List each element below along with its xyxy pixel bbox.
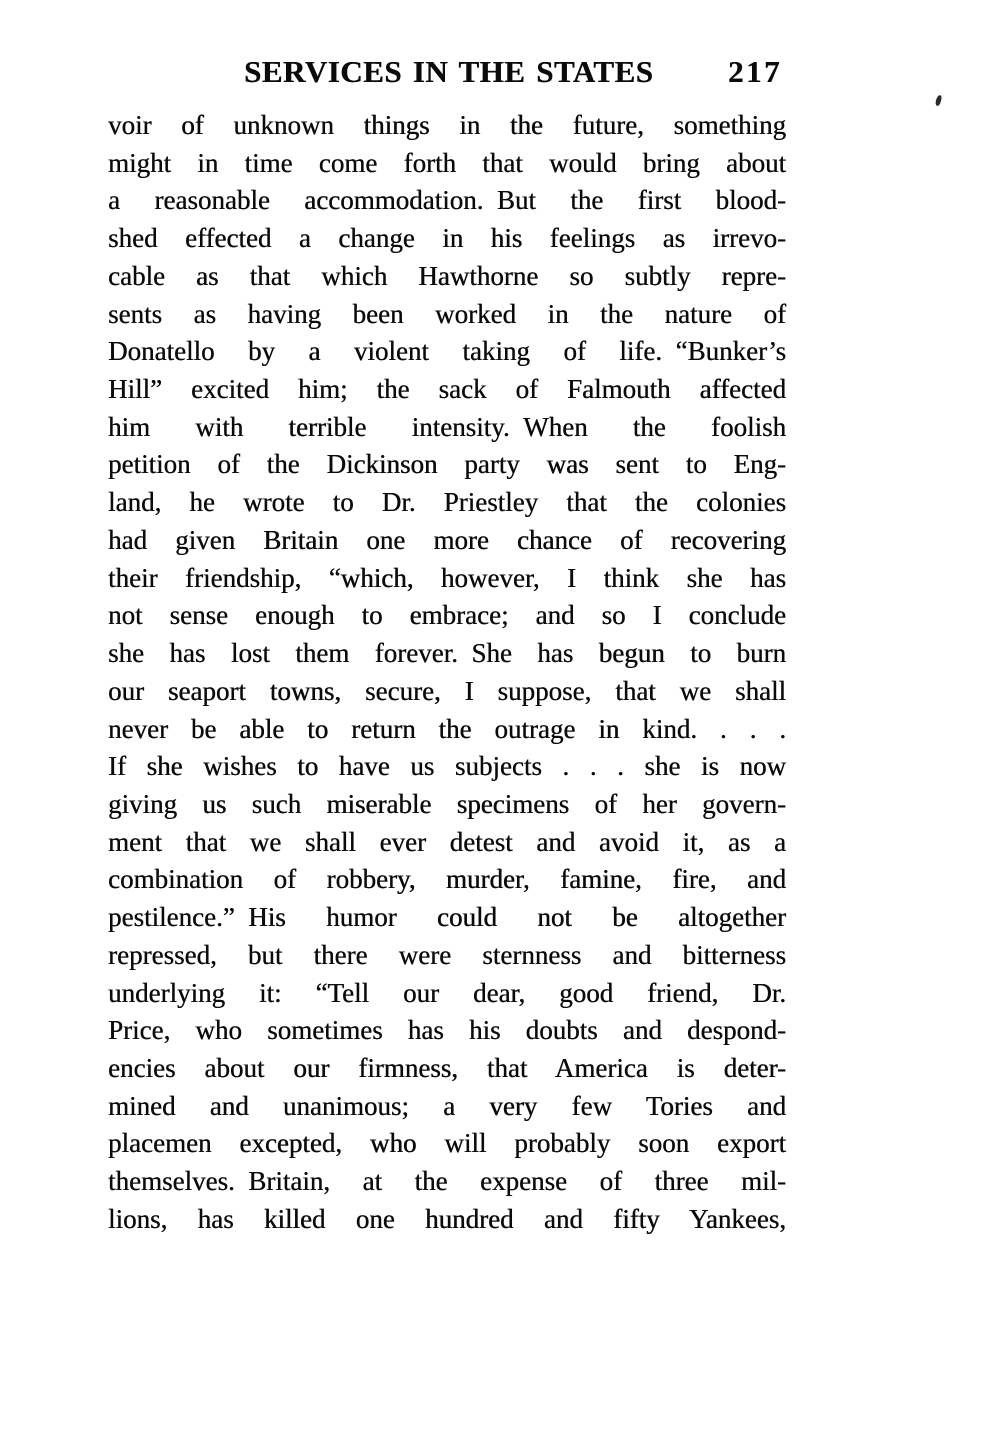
text-line: voir of unknown things in the future, something: [108, 110, 786, 140]
text-line: ment that we shall ever detest and avoid it, as a: [108, 826, 786, 857]
text-line: Price, who sometimes has his doubts and despond-: [108, 1015, 786, 1046]
running-head-title: SERVICES IN THE STATES: [244, 54, 654, 89]
text-line: If she wishes to have us subjects . . . she is now: [108, 751, 786, 782]
text-line: themselves. Britain, at the expense of three mil-: [108, 1166, 786, 1197]
text-line: repressed, but there were sternness and bitterness: [108, 939, 786, 970]
running-head: [0, 54, 1000, 94]
text-line: sents as having been worked in the nature of: [108, 298, 786, 329]
body-text: [108, 107, 786, 1239]
text-line: him with terrible intensity. When the foolish: [108, 411, 786, 442]
text-line: lions, has killed one hundred and fifty Yankees,: [108, 1203, 786, 1234]
text-line: petition of the Dickinson party was sent to Eng-: [108, 449, 786, 480]
text-line: pestilence.” His humor could not be altogether: [108, 902, 786, 933]
text-line: had given Britain one more chance of recovering: [108, 524, 786, 555]
text-line: cable as that which Hawthorne so subtly repre-: [108, 260, 786, 291]
text-line: giving us such miserable specimens of her govern-: [108, 788, 786, 819]
text-line: Hill” excited him; the sack of Falmouth affected: [108, 374, 786, 405]
text-line: our seaport towns, secure, I suppose, that we shall: [108, 675, 786, 706]
text-line: a reasonable accommodation. But the first blood-: [108, 185, 786, 216]
text-line: she has lost them forever. She has begun to burn: [108, 638, 786, 669]
text-line: shed effected a change in his feelings as irrevo-: [108, 223, 786, 254]
text-line: might in time come forth that would bring about: [108, 147, 786, 178]
text-line: combination of robbery, murder, famine, fire, and: [108, 864, 786, 895]
text-line: encies about our firmness, that America is deter-: [108, 1052, 786, 1083]
text-line: not sense enough to embrace; and so I conclude: [108, 600, 786, 631]
text-line: mined and unanimous; a very few Tories and: [108, 1090, 786, 1121]
page-number: 217: [728, 54, 782, 89]
ink-speck-mark: [935, 95, 943, 107]
text-line: their friendship, “which, however, I think she has: [108, 562, 786, 593]
text-line: Donatello by a violent taking of life. “Bunker’s: [108, 336, 786, 367]
text-line: never be able to return the outrage in kind. . . .: [108, 713, 786, 744]
text-line: placemen excepted, who will probably soon export: [108, 1128, 786, 1159]
text-line: land, he wrote to Dr. Priestley that the colonies: [108, 487, 786, 518]
text-line: underlying it: “Tell our dear, good friend, Dr.: [108, 977, 786, 1008]
